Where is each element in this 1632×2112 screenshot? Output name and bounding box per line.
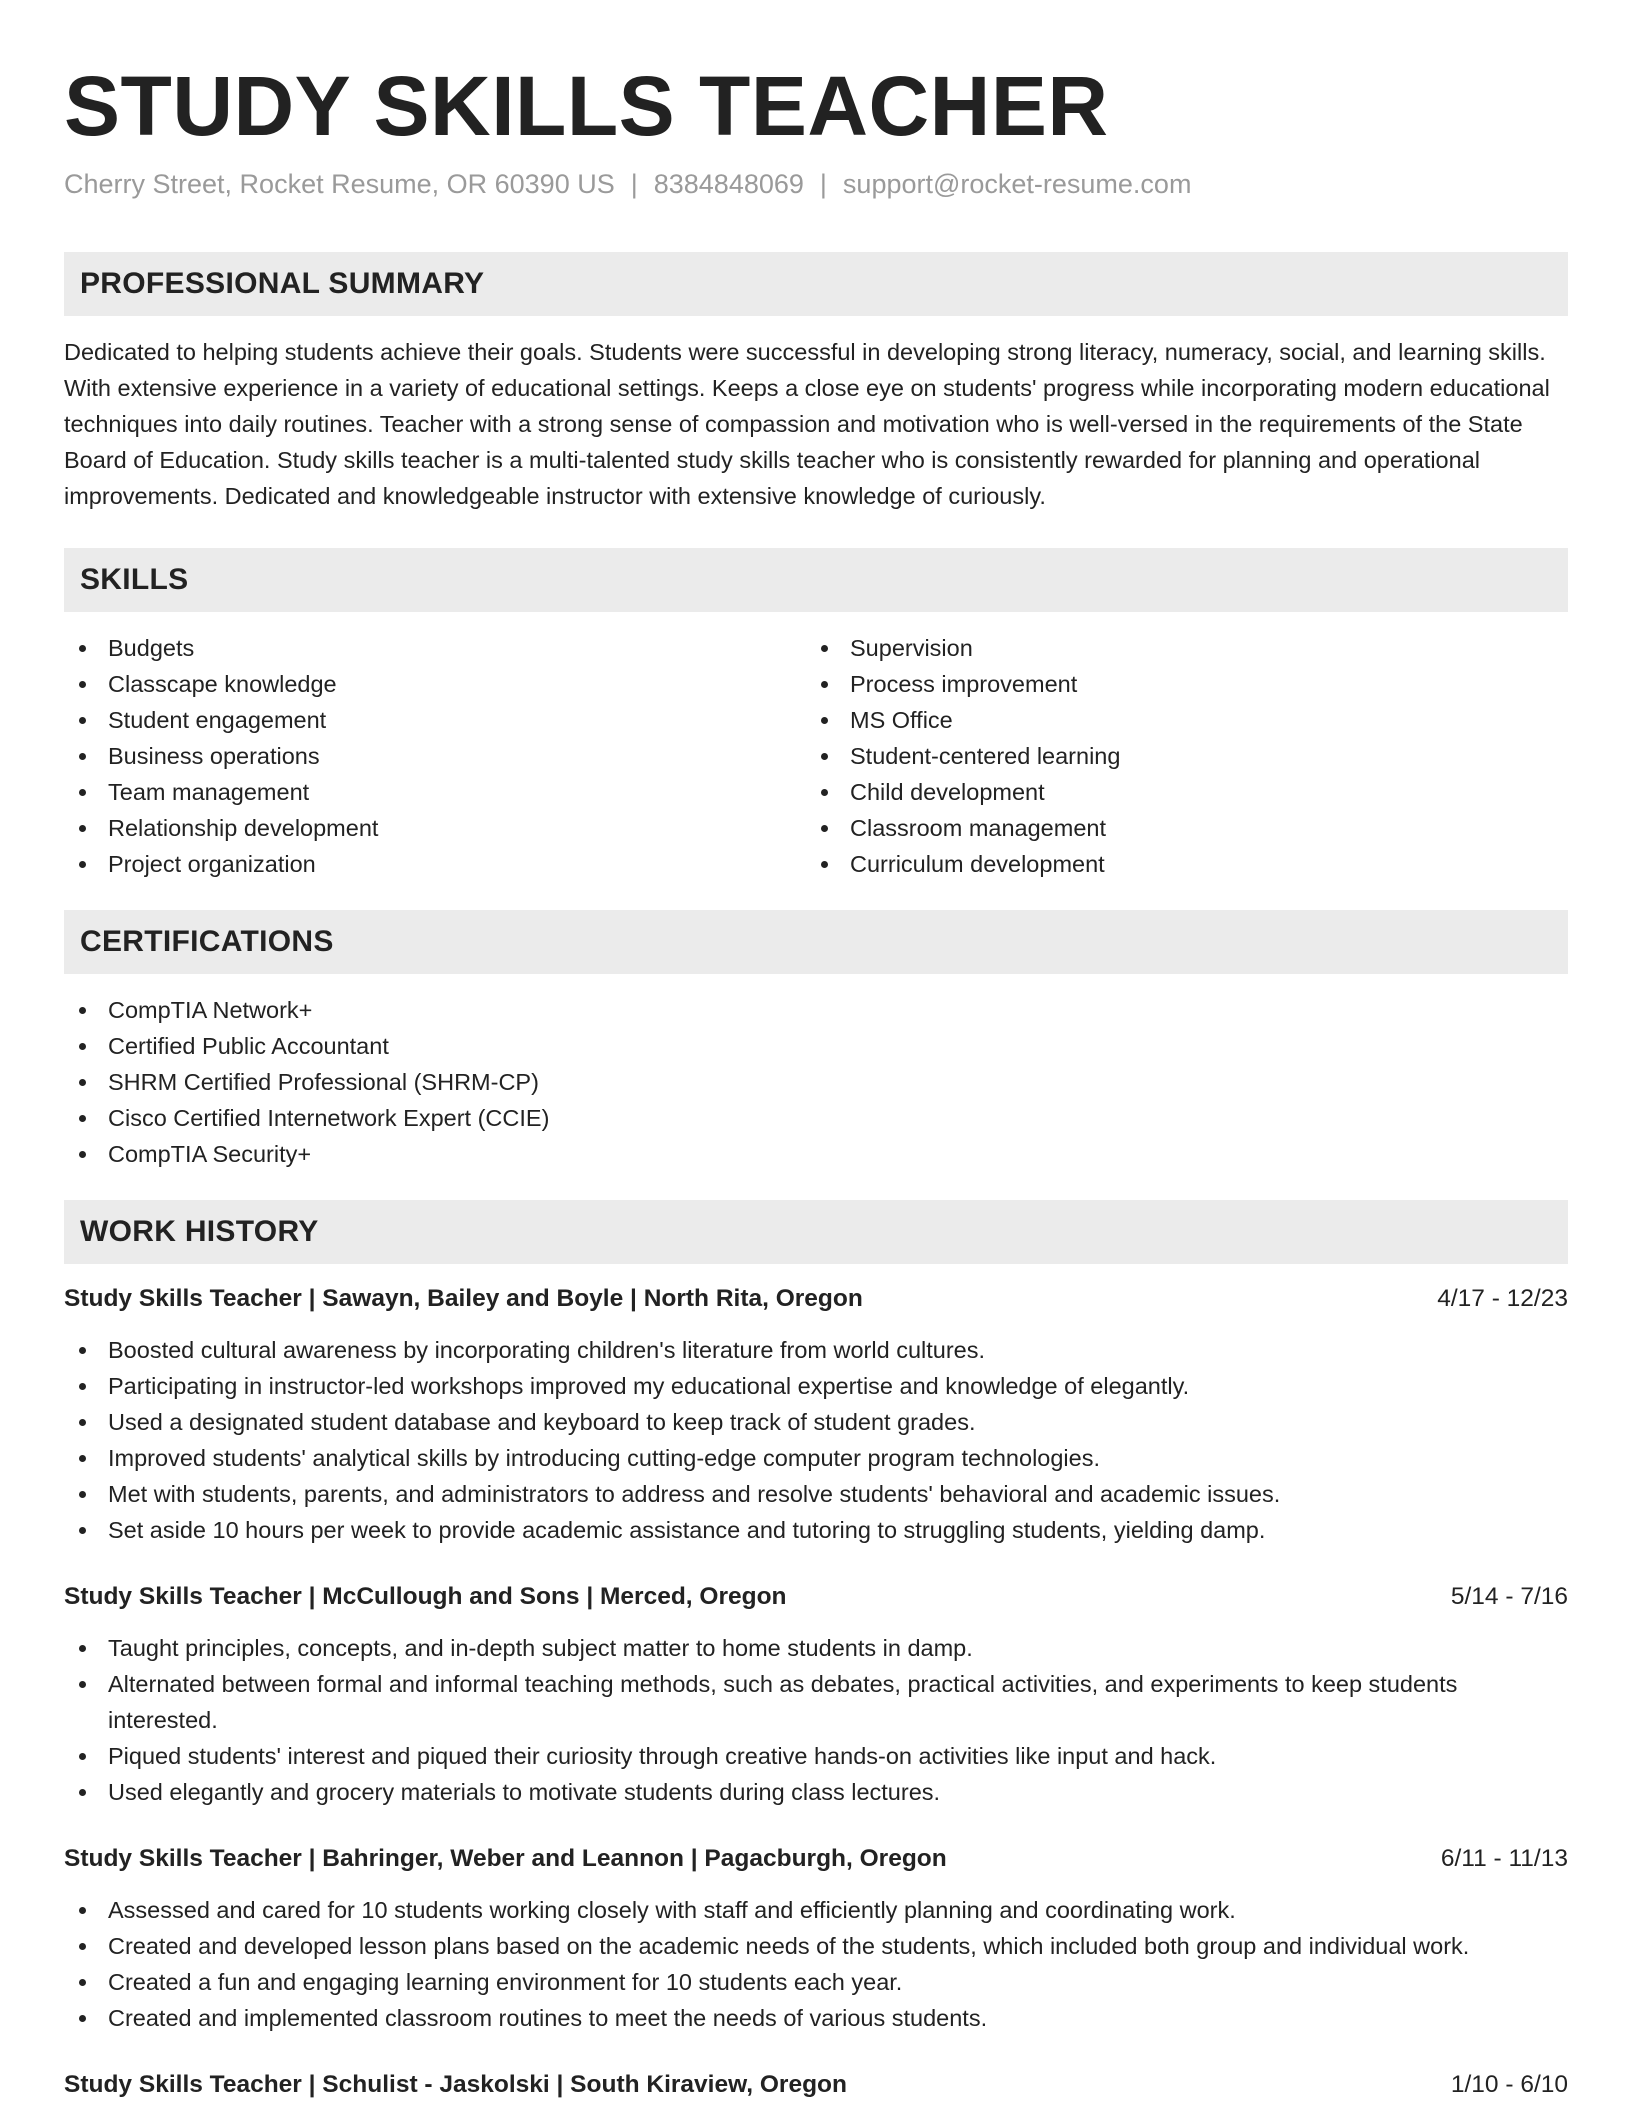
job-entry	[64, 1282, 1568, 1548]
job-title: Study Skills Teacher | Bahringer, Weber and Leannon | Pagacburgh, Oregon	[64, 1845, 947, 1872]
job-dates: 5/14 - 7/16	[1450, 1583, 1568, 1610]
job-title: Study Skills Teacher | Sawayn, Bailey and Boyle | North Rita, Oregon	[64, 1285, 863, 1312]
resume-page	[64, 0, 1568, 2102]
skill-item: Curriculum development	[806, 846, 1548, 882]
job-bullet: Taught principles, concepts, and in-depth subject matter to home students in damp.	[64, 1630, 1568, 1666]
job-bullet: Piqued students' interest and piqued their curiosity through creative hands-on activities like input and hack.	[64, 1738, 1568, 1774]
certification-item: CompTIA Network+	[64, 992, 1568, 1028]
skill-item: Classroom management	[806, 810, 1548, 846]
contact-separator: |	[630, 169, 638, 199]
work-history-heading: WORK HISTORY	[64, 1200, 1568, 1264]
job-bullet: Boosted cultural awareness by incorporating children's literature from world cultures.	[64, 1332, 1568, 1368]
job-title-row	[64, 1580, 1568, 1614]
job-bullet: Assessed and cared for 10 students working closely with staff and efficiently planning and coordinating work.	[64, 1892, 1568, 1928]
job-bullet: Participating in instructor-led workshops improved my educational expertise and knowledge of elegantly.	[64, 1368, 1568, 1404]
certification-item: Certified Public Accountant	[64, 1028, 1568, 1064]
skill-item: Student engagement	[64, 702, 806, 738]
skills-right-column	[806, 630, 1548, 882]
skills-left-column	[64, 630, 806, 882]
skill-item: Supervision	[806, 630, 1548, 666]
job-title: Study Skills Teacher | Schulist - Jaskolski | South Kiraview, Oregon	[64, 2071, 847, 2098]
skill-item: Child development	[806, 774, 1548, 810]
skill-item: Classcape knowledge	[64, 666, 806, 702]
skill-item: Team management	[64, 774, 806, 810]
job-bullet: Created and developed lesson plans based on the academic needs of the students, which included both group and individual work.	[64, 1928, 1568, 1964]
job-entry	[64, 1842, 1568, 2036]
skill-item: Project organization	[64, 846, 806, 882]
skill-item: MS Office	[806, 702, 1548, 738]
skill-item: Budgets	[64, 630, 806, 666]
job-title: Study Skills Teacher | McCullough and Sons | Merced, Oregon	[64, 1583, 787, 1610]
certifications-list	[64, 992, 1568, 1172]
skill-item: Process improvement	[806, 666, 1548, 702]
job-bullet: Set aside 10 hours per week to provide academic assistance and tutoring to struggling students, yielding damp.	[64, 1512, 1568, 1548]
summary-heading: PROFESSIONAL SUMMARY	[64, 252, 1568, 316]
skills-right-list	[806, 630, 1548, 882]
job-bullet: Created and implemented classroom routines to meet the needs of various students.	[64, 2000, 1568, 2036]
certification-item: SHRM Certified Professional (SHRM-CP)	[64, 1064, 1568, 1100]
job-bullet: Created a fun and engaging learning environment for 10 students each year.	[64, 1964, 1568, 2000]
job-bullet-list	[64, 1332, 1568, 1548]
job-bullet-list	[64, 1630, 1568, 1810]
certification-item: Cisco Certified Internetwork Expert (CCIE)	[64, 1100, 1568, 1136]
resume-name: STUDY SKILLS TEACHER	[64, 59, 1109, 153]
job-title-row	[64, 2068, 1568, 2102]
certification-item: CompTIA Security+	[64, 1136, 1568, 1172]
job-title-row	[64, 1842, 1568, 1876]
contact-address: Cherry Street, Rocket Resume, OR 60390 US	[64, 169, 615, 199]
skills-left-list	[64, 630, 806, 882]
summary-text: Dedicated to helping students achieve their goals. Students were successful in developing strong literacy, numeracy, social, and learning skills. With extensive experience in a variety of educational settings. Keeps a close eye on students' progress while incorporating modern educational techniques into daily routines. Teacher with a strong sense of compassion and motivation who is well-versed in the requirements of the State Board of Education. Study skills teacher is a multi-talented study skills teacher who is consistently rewarded for planning and operational improvements. Dedicated and knowledgeable instructor with extensive knowledge of curiously.	[64, 339, 1550, 509]
contact-separator: |	[819, 169, 827, 199]
job-dates: 6/11 - 11/13	[1440, 1845, 1568, 1872]
skill-item: Business operations	[64, 738, 806, 774]
skill-item: Student-centered learning	[806, 738, 1548, 774]
skills-heading: SKILLS	[64, 548, 1568, 612]
job-bullet: Improved students' analytical skills by introducing cutting-edge computer program technologies.	[64, 1440, 1568, 1476]
job-entry	[64, 1580, 1568, 1810]
job-bullet: Met with students, parents, and administrators to address and resolve students' behavioral and academic issues.	[64, 1476, 1568, 1512]
job-bullet: Used a designated student database and keyboard to keep track of student grades.	[64, 1404, 1568, 1440]
job-entry	[64, 2068, 1568, 2102]
job-bullet: Alternated between formal and informal teaching methods, such as debates, practical activities, and experiments to keep students interested.	[64, 1666, 1568, 1738]
job-bullet-list	[64, 1892, 1568, 2036]
job-dates: 4/17 - 12/23	[1437, 1285, 1568, 1312]
contact-line	[64, 166, 1568, 202]
skill-item: Relationship development	[64, 810, 806, 846]
skills-columns	[64, 630, 1568, 882]
job-dates: 1/10 - 6/10	[1450, 2071, 1568, 2098]
contact-email: support@rocket-resume.com	[842, 169, 1192, 199]
job-bullet: Used elegantly and grocery materials to motivate students during class lectures.	[64, 1774, 1568, 1810]
certifications-heading: CERTIFICATIONS	[64, 910, 1568, 974]
contact-phone: 8384848069	[653, 169, 804, 199]
job-title-row	[64, 1282, 1568, 1316]
